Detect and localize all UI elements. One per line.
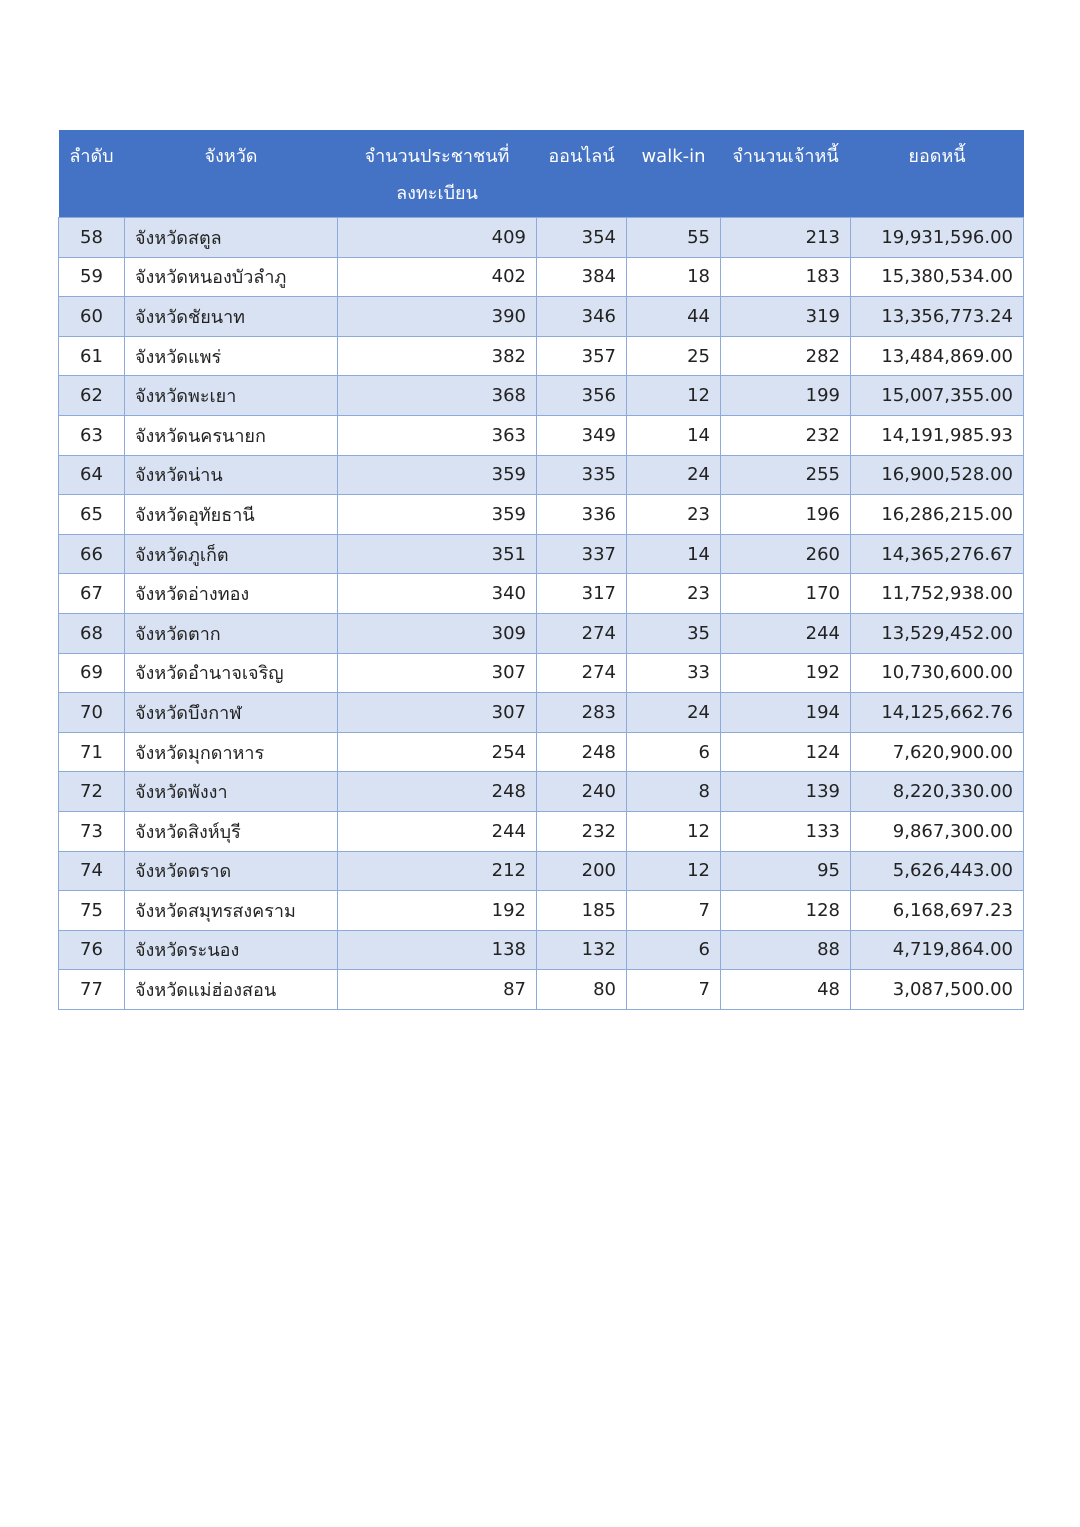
cell-registered: 244 bbox=[338, 811, 537, 851]
cell-rank: 68 bbox=[59, 613, 125, 653]
cell-walkin: 24 bbox=[627, 455, 721, 495]
cell-walkin: 35 bbox=[627, 613, 721, 653]
cell-registered: 254 bbox=[338, 732, 537, 772]
cell-debt: 14,125,662.76 bbox=[851, 693, 1024, 733]
cell-creditors: 88 bbox=[721, 930, 851, 970]
cell-province: จังหวัดสิงห์บุรี bbox=[125, 811, 338, 851]
cell-province: จังหวัดแม่ฮ่องสอน bbox=[125, 970, 338, 1010]
table-row bbox=[59, 218, 1024, 258]
cell-creditors: 124 bbox=[721, 732, 851, 772]
cell-online: 283 bbox=[537, 693, 627, 733]
cell-province: จังหวัดอุทัยธานี bbox=[125, 495, 338, 535]
table-row bbox=[59, 415, 1024, 455]
header-registered bbox=[338, 130, 537, 218]
cell-walkin: 23 bbox=[627, 574, 721, 614]
cell-online: 185 bbox=[537, 891, 627, 931]
cell-province: จังหวัดหนองบัวลำภู bbox=[125, 257, 338, 297]
table-header bbox=[59, 130, 1024, 218]
cell-rank: 74 bbox=[59, 851, 125, 891]
cell-debt: 16,900,528.00 bbox=[851, 455, 1024, 495]
cell-rank: 66 bbox=[59, 534, 125, 574]
cell-walkin: 14 bbox=[627, 415, 721, 455]
cell-walkin: 12 bbox=[627, 851, 721, 891]
cell-online: 232 bbox=[537, 811, 627, 851]
cell-province: จังหวัดภูเก็ต bbox=[125, 534, 338, 574]
cell-creditors: 196 bbox=[721, 495, 851, 535]
table-row bbox=[59, 455, 1024, 495]
table-row bbox=[59, 693, 1024, 733]
cell-walkin: 18 bbox=[627, 257, 721, 297]
cell-online: 349 bbox=[537, 415, 627, 455]
cell-registered: 87 bbox=[338, 970, 537, 1010]
cell-walkin: 7 bbox=[627, 970, 721, 1010]
cell-province: จังหวัดแพร่ bbox=[125, 336, 338, 376]
cell-registered: 390 bbox=[338, 297, 537, 337]
cell-walkin: 14 bbox=[627, 534, 721, 574]
cell-debt: 15,380,534.00 bbox=[851, 257, 1024, 297]
table-row bbox=[59, 811, 1024, 851]
cell-creditors: 199 bbox=[721, 376, 851, 416]
cell-online: 346 bbox=[537, 297, 627, 337]
cell-registered: 307 bbox=[338, 693, 537, 733]
cell-creditors: 170 bbox=[721, 574, 851, 614]
cell-rank: 70 bbox=[59, 693, 125, 733]
cell-creditors: 232 bbox=[721, 415, 851, 455]
table-row bbox=[59, 772, 1024, 812]
cell-debt: 14,365,276.67 bbox=[851, 534, 1024, 574]
table-body bbox=[59, 218, 1024, 1010]
cell-walkin: 7 bbox=[627, 891, 721, 931]
cell-province: จังหวัดนครนายก bbox=[125, 415, 338, 455]
cell-rank: 58 bbox=[59, 218, 125, 258]
cell-registered: 382 bbox=[338, 336, 537, 376]
header-province: จังหวัด bbox=[125, 130, 338, 218]
cell-rank: 63 bbox=[59, 415, 125, 455]
cell-online: 274 bbox=[537, 613, 627, 653]
cell-rank: 71 bbox=[59, 732, 125, 772]
cell-rank: 65 bbox=[59, 495, 125, 535]
cell-online: 274 bbox=[537, 653, 627, 693]
header-row bbox=[59, 130, 1024, 218]
cell-walkin: 8 bbox=[627, 772, 721, 812]
cell-registered: 340 bbox=[338, 574, 537, 614]
cell-creditors: 133 bbox=[721, 811, 851, 851]
cell-province: จังหวัดสมุทรสงคราม bbox=[125, 891, 338, 931]
cell-debt: 16,286,215.00 bbox=[851, 495, 1024, 535]
cell-rank: 60 bbox=[59, 297, 125, 337]
cell-walkin: 55 bbox=[627, 218, 721, 258]
cell-online: 132 bbox=[537, 930, 627, 970]
cell-online: 335 bbox=[537, 455, 627, 495]
cell-online: 80 bbox=[537, 970, 627, 1010]
cell-debt: 3,087,500.00 bbox=[851, 970, 1024, 1010]
cell-debt: 11,752,938.00 bbox=[851, 574, 1024, 614]
table-row bbox=[59, 297, 1024, 337]
cell-creditors: 260 bbox=[721, 534, 851, 574]
cell-walkin: 6 bbox=[627, 930, 721, 970]
cell-walkin: 6 bbox=[627, 732, 721, 772]
cell-province: จังหวัดระนอง bbox=[125, 930, 338, 970]
cell-registered: 307 bbox=[338, 653, 537, 693]
table-row bbox=[59, 613, 1024, 653]
cell-rank: 67 bbox=[59, 574, 125, 614]
cell-online: 200 bbox=[537, 851, 627, 891]
table-row bbox=[59, 534, 1024, 574]
cell-online: 384 bbox=[537, 257, 627, 297]
cell-creditors: 183 bbox=[721, 257, 851, 297]
header-debt: ยอดหนี้ bbox=[851, 130, 1024, 218]
cell-rank: 75 bbox=[59, 891, 125, 931]
cell-online: 357 bbox=[537, 336, 627, 376]
cell-online: 354 bbox=[537, 218, 627, 258]
table-row bbox=[59, 257, 1024, 297]
cell-debt: 6,168,697.23 bbox=[851, 891, 1024, 931]
cell-province: จังหวัดพังงา bbox=[125, 772, 338, 812]
cell-creditors: 282 bbox=[721, 336, 851, 376]
cell-rank: 69 bbox=[59, 653, 125, 693]
table-row bbox=[59, 336, 1024, 376]
cell-debt: 14,191,985.93 bbox=[851, 415, 1024, 455]
table-row bbox=[59, 732, 1024, 772]
cell-online: 248 bbox=[537, 732, 627, 772]
header-rank: ลำดับ bbox=[59, 130, 125, 218]
cell-debt: 8,220,330.00 bbox=[851, 772, 1024, 812]
cell-online: 240 bbox=[537, 772, 627, 812]
cell-rank: 59 bbox=[59, 257, 125, 297]
cell-online: 336 bbox=[537, 495, 627, 535]
cell-province: จังหวัดชัยนาท bbox=[125, 297, 338, 337]
cell-rank: 64 bbox=[59, 455, 125, 495]
cell-creditors: 192 bbox=[721, 653, 851, 693]
cell-province: จังหวัดน่าน bbox=[125, 455, 338, 495]
cell-creditors: 255 bbox=[721, 455, 851, 495]
cell-registered: 409 bbox=[338, 218, 537, 258]
cell-creditors: 213 bbox=[721, 218, 851, 258]
cell-province: จังหวัดมุกดาหาร bbox=[125, 732, 338, 772]
cell-debt: 13,484,869.00 bbox=[851, 336, 1024, 376]
cell-online: 317 bbox=[537, 574, 627, 614]
header-walkin: walk-in bbox=[627, 130, 721, 218]
cell-province: จังหวัดอำนาจเจริญ bbox=[125, 653, 338, 693]
cell-province: จังหวัดบึงกาฬ bbox=[125, 693, 338, 733]
cell-province: จังหวัดตาก bbox=[125, 613, 338, 653]
cell-registered: 359 bbox=[338, 455, 537, 495]
cell-creditors: 244 bbox=[721, 613, 851, 653]
cell-creditors: 95 bbox=[721, 851, 851, 891]
cell-walkin: 12 bbox=[627, 811, 721, 851]
cell-debt: 13,529,452.00 bbox=[851, 613, 1024, 653]
table-row bbox=[59, 495, 1024, 535]
cell-walkin: 25 bbox=[627, 336, 721, 376]
cell-creditors: 48 bbox=[721, 970, 851, 1010]
table-row bbox=[59, 376, 1024, 416]
cell-creditors: 319 bbox=[721, 297, 851, 337]
cell-registered: 402 bbox=[338, 257, 537, 297]
cell-registered: 212 bbox=[338, 851, 537, 891]
registration-table bbox=[58, 130, 1024, 1010]
cell-rank: 77 bbox=[59, 970, 125, 1010]
cell-registered: 192 bbox=[338, 891, 537, 931]
cell-registered: 309 bbox=[338, 613, 537, 653]
cell-creditors: 194 bbox=[721, 693, 851, 733]
cell-debt: 7,620,900.00 bbox=[851, 732, 1024, 772]
cell-debt: 10,730,600.00 bbox=[851, 653, 1024, 693]
cell-registered: 351 bbox=[338, 534, 537, 574]
cell-rank: 73 bbox=[59, 811, 125, 851]
cell-walkin: 12 bbox=[627, 376, 721, 416]
cell-walkin: 44 bbox=[627, 297, 721, 337]
cell-debt: 5,626,443.00 bbox=[851, 851, 1024, 891]
cell-online: 337 bbox=[537, 534, 627, 574]
cell-debt: 19,931,596.00 bbox=[851, 218, 1024, 258]
cell-registered: 359 bbox=[338, 495, 537, 535]
cell-registered: 138 bbox=[338, 930, 537, 970]
header-online: ออนไลน์ bbox=[537, 130, 627, 218]
header-registered-line2: ลงทะเบียน bbox=[396, 183, 478, 204]
cell-registered: 248 bbox=[338, 772, 537, 812]
header-registered-line1: จำนวนประชาชนที่ bbox=[364, 146, 510, 167]
cell-province: จังหวัดพะเยา bbox=[125, 376, 338, 416]
registration-table-container bbox=[58, 130, 1023, 1010]
cell-debt: 15,007,355.00 bbox=[851, 376, 1024, 416]
cell-walkin: 24 bbox=[627, 693, 721, 733]
cell-rank: 62 bbox=[59, 376, 125, 416]
cell-online: 356 bbox=[537, 376, 627, 416]
cell-walkin: 23 bbox=[627, 495, 721, 535]
header-creditors: จำนวนเจ้าหนี้ bbox=[721, 130, 851, 218]
table-row bbox=[59, 970, 1024, 1010]
cell-creditors: 128 bbox=[721, 891, 851, 931]
cell-rank: 76 bbox=[59, 930, 125, 970]
cell-walkin: 33 bbox=[627, 653, 721, 693]
cell-registered: 363 bbox=[338, 415, 537, 455]
cell-registered: 368 bbox=[338, 376, 537, 416]
cell-debt: 13,356,773.24 bbox=[851, 297, 1024, 337]
cell-province: จังหวัดตราด bbox=[125, 851, 338, 891]
table-row bbox=[59, 574, 1024, 614]
table-row bbox=[59, 891, 1024, 931]
cell-debt: 9,867,300.00 bbox=[851, 811, 1024, 851]
cell-rank: 61 bbox=[59, 336, 125, 376]
cell-province: จังหวัดอ่างทอง bbox=[125, 574, 338, 614]
cell-creditors: 139 bbox=[721, 772, 851, 812]
cell-province: จังหวัดสตูล bbox=[125, 218, 338, 258]
table-row bbox=[59, 653, 1024, 693]
cell-rank: 72 bbox=[59, 772, 125, 812]
table-row bbox=[59, 930, 1024, 970]
cell-debt: 4,719,864.00 bbox=[851, 930, 1024, 970]
table-row bbox=[59, 851, 1024, 891]
